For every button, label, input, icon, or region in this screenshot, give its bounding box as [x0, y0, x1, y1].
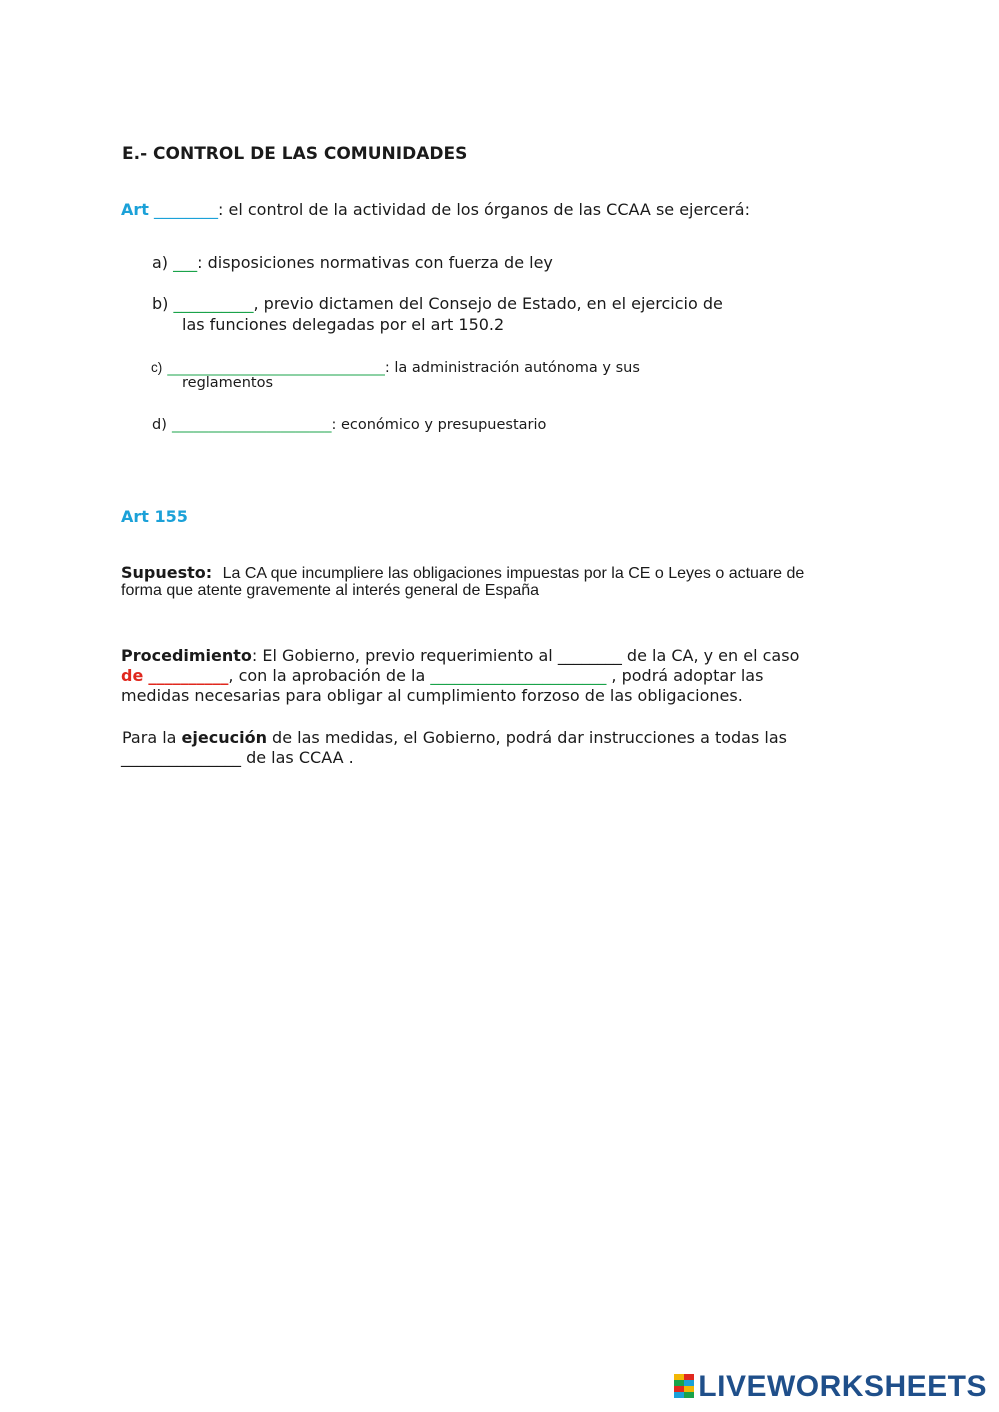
item-b-text: , previo dictamen del Consejo de Estado, en el ejercicio de — [253, 294, 723, 313]
item-b-marker: b) — [152, 294, 169, 313]
item-b-blank[interactable]: __________ — [173, 294, 254, 313]
procedimiento-blank-1[interactable]: ________ — [557, 646, 622, 665]
ejecucion-blank[interactable]: _______________ — [121, 748, 241, 767]
procedimiento-de: de — [121, 666, 144, 685]
procedimiento-text-2a: , con la aprobación de la — [228, 666, 431, 685]
art-intro-line — [121, 200, 750, 219]
art-number-blank[interactable]: ________ — [154, 200, 219, 219]
procedimiento-blank-2[interactable]: __________ — [148, 666, 229, 685]
item-c-blank[interactable]: ______________________________ — [167, 360, 385, 376]
ejecucion-text-1b: de las medidas, el Gobierno, podrá dar instrucciones a todas las — [266, 728, 787, 747]
page-title: E.- CONTROL DE LAS COMUNIDADES — [122, 144, 468, 164]
supuesto-line — [121, 563, 804, 583]
procedimiento-line-3: medidas necesarias para obligar al cumplimiento forzoso de las obligaciones. — [121, 686, 743, 705]
item-a-text: : disposiciones normativas con fuerza de ley — [197, 253, 553, 272]
ejecucion-bold: ejecución — [181, 728, 267, 747]
art-intro-text: : el control de la actividad de los órganos de las CCAA se ejercerá: — [218, 200, 750, 219]
item-d-blank[interactable]: ______________________ — [171, 417, 332, 433]
item-d — [152, 414, 546, 433]
ejecucion-text-2: de las CCAA . — [241, 748, 354, 767]
art155-heading: Art 155 — [121, 507, 188, 526]
item-d-marker: d) — [152, 417, 167, 433]
procedimiento-text-1b: de la CA, y en el caso — [621, 646, 800, 665]
item-a — [152, 253, 553, 272]
ejecucion-text-1a: Para la — [122, 728, 182, 747]
procedimiento-line-1 — [121, 646, 799, 665]
liveworksheets-logo-icon — [674, 1374, 694, 1400]
ejecucion-line-2 — [121, 748, 354, 767]
item-b — [152, 294, 723, 313]
item-a-marker: a) — [152, 253, 169, 272]
supuesto-text: La CA que incumpliere las obligaciones impuestas por la CE o Leyes o actuare de — [222, 565, 805, 582]
item-b-text-2: las funciones delegadas por el art 150.2 — [182, 315, 505, 334]
procedimiento-text-1a: : El Gobierno, previo requerimiento al — [251, 646, 558, 665]
art-label: Art — [121, 200, 149, 219]
item-a-blank[interactable]: ___ — [173, 253, 198, 272]
liveworksheets-logo-text: LIVEWORKSHEETS — [698, 1370, 987, 1403]
procedimiento-blank-3[interactable]: ______________________ — [430, 666, 607, 685]
procedimiento-label: Procedimiento — [121, 646, 252, 665]
item-c-marker: c) — [151, 360, 163, 375]
liveworksheets-logo — [674, 1370, 987, 1404]
procedimiento-text-2b: , podrá adoptar las — [606, 666, 764, 685]
supuesto-text-2: forma que atente gravemente al interés general de España — [121, 582, 540, 599]
ejecucion-line-1 — [122, 728, 787, 747]
supuesto-label: Supuesto: — [121, 563, 213, 582]
item-c — [151, 357, 640, 376]
procedimiento-line-2 — [121, 666, 763, 685]
item-c-text-2: reglamentos — [182, 375, 274, 391]
item-d-text: : económico y presupuestario — [331, 417, 547, 433]
item-c-text: : la administración autónoma y sus — [384, 360, 640, 376]
